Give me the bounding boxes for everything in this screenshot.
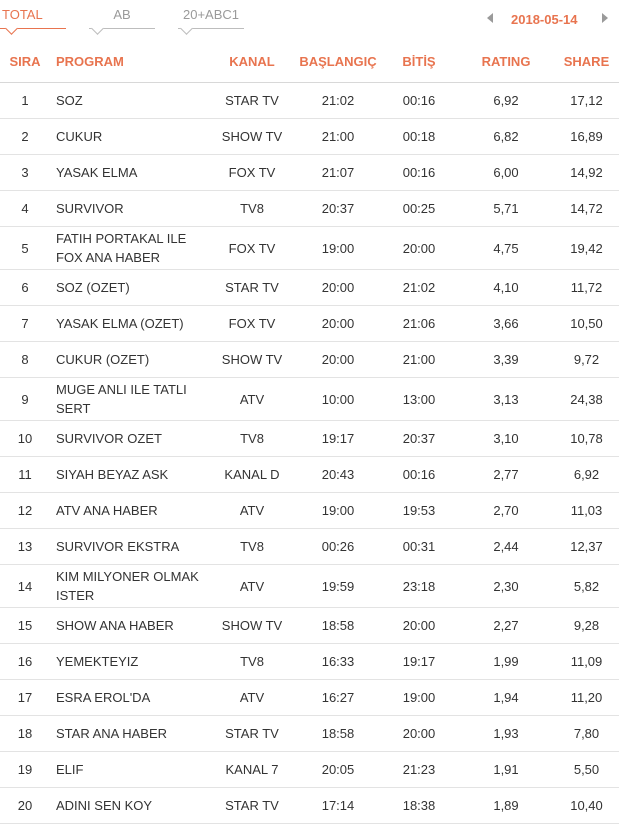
cell-bitis: 00:16 bbox=[380, 83, 458, 119]
cell-sira: 16 bbox=[0, 644, 50, 680]
table-row[interactable] bbox=[0, 421, 619, 457]
cell-sira: 20 bbox=[0, 788, 50, 824]
cell-share: 9,72 bbox=[554, 342, 619, 378]
cell-kanal: SHOW TV bbox=[208, 608, 296, 644]
cell-share: 16,89 bbox=[554, 119, 619, 155]
cell-program: YEMEKTEYIZ bbox=[50, 644, 208, 680]
table-row[interactable] bbox=[0, 752, 619, 788]
cell-program: SURVIVOR OZET bbox=[50, 421, 208, 457]
cell-sira: 8 bbox=[0, 342, 50, 378]
cell-sira: 11 bbox=[0, 457, 50, 493]
cell-sira: 9 bbox=[0, 378, 50, 421]
table-row[interactable] bbox=[0, 644, 619, 680]
cell-share: 17,12 bbox=[554, 83, 619, 119]
cell-rating: 2,27 bbox=[458, 608, 554, 644]
table-row[interactable] bbox=[0, 342, 619, 378]
cell-bitis: 21:06 bbox=[380, 306, 458, 342]
cell-kanal: TV8 bbox=[208, 529, 296, 565]
cell-share: 5,50 bbox=[554, 752, 619, 788]
cell-kanal: SHOW TV bbox=[208, 342, 296, 378]
cell-program: YASAK ELMA bbox=[50, 155, 208, 191]
cell-program: KIM MILYONER OLMAK ISTER bbox=[50, 565, 208, 608]
cell-baslangic: 19:00 bbox=[296, 227, 380, 270]
table-row[interactable] bbox=[0, 378, 619, 421]
cell-program: MUGE ANLI ILE TATLI SERT bbox=[50, 378, 208, 421]
tab-total-label: TOTAL bbox=[2, 7, 43, 22]
cell-rating: 1,89 bbox=[458, 788, 554, 824]
cell-sira: 17 bbox=[0, 680, 50, 716]
cell-program: SHOW ANA HABER bbox=[50, 608, 208, 644]
table-row[interactable] bbox=[0, 680, 619, 716]
cell-bitis: 19:53 bbox=[380, 493, 458, 529]
cell-baslangic: 16:27 bbox=[296, 680, 380, 716]
selected-date: 2018-05-14 bbox=[511, 12, 578, 27]
table-row[interactable] bbox=[0, 716, 619, 752]
cell-sira: 6 bbox=[0, 270, 50, 306]
cell-bitis: 18:38 bbox=[380, 788, 458, 824]
cell-bitis: 20:00 bbox=[380, 608, 458, 644]
cell-kanal: FOX TV bbox=[208, 227, 296, 270]
cell-bitis: 20:37 bbox=[380, 421, 458, 457]
table-row[interactable] bbox=[0, 306, 619, 342]
cell-share: 19,42 bbox=[554, 227, 619, 270]
cell-rating: 3,10 bbox=[458, 421, 554, 457]
ratings-table bbox=[0, 40, 619, 824]
cell-kanal: STAR TV bbox=[208, 83, 296, 119]
cell-program: CUKUR (OZET) bbox=[50, 342, 208, 378]
cell-baslangic: 10:00 bbox=[296, 378, 380, 421]
cell-baslangic: 20:00 bbox=[296, 306, 380, 342]
cell-sira: 14 bbox=[0, 565, 50, 608]
cell-share: 7,80 bbox=[554, 716, 619, 752]
cell-program: FATIH PORTAKAL ILE FOX ANA HABER bbox=[50, 227, 208, 270]
cell-program: YASAK ELMA (OZET) bbox=[50, 306, 208, 342]
cell-program: STAR ANA HABER bbox=[50, 716, 208, 752]
cell-share: 10,40 bbox=[554, 788, 619, 824]
column-header-baslangic[interactable]: BAŞLANGIÇ bbox=[296, 40, 380, 83]
cell-rating: 2,70 bbox=[458, 493, 554, 529]
cell-rating: 1,99 bbox=[458, 644, 554, 680]
cell-share: 5,82 bbox=[554, 565, 619, 608]
cell-rating: 6,92 bbox=[458, 83, 554, 119]
cell-share: 9,28 bbox=[554, 608, 619, 644]
tab-bar bbox=[0, 0, 619, 40]
cell-share: 10,78 bbox=[554, 421, 619, 457]
cell-kanal: STAR TV bbox=[208, 788, 296, 824]
cell-baslangic: 20:37 bbox=[296, 191, 380, 227]
cell-rating: 4,75 bbox=[458, 227, 554, 270]
cell-share: 11,72 bbox=[554, 270, 619, 306]
column-header-bitis[interactable]: BİTİŞ bbox=[380, 40, 458, 83]
table-row[interactable] bbox=[0, 608, 619, 644]
table-row[interactable] bbox=[0, 457, 619, 493]
next-date-arrow-icon[interactable] bbox=[602, 13, 608, 23]
cell-program: SURVIVOR EKSTRA bbox=[50, 529, 208, 565]
cell-bitis: 21:00 bbox=[380, 342, 458, 378]
table-row[interactable] bbox=[0, 565, 619, 608]
cell-sira: 13 bbox=[0, 529, 50, 565]
tab-ab-label: AB bbox=[113, 7, 131, 22]
table-row[interactable] bbox=[0, 155, 619, 191]
cell-sira: 3 bbox=[0, 155, 50, 191]
cell-program: SIYAH BEYAZ ASK bbox=[50, 457, 208, 493]
table-row[interactable] bbox=[0, 119, 619, 155]
cell-baslangic: 20:00 bbox=[296, 342, 380, 378]
cell-kanal: STAR TV bbox=[208, 716, 296, 752]
cell-baslangic: 21:00 bbox=[296, 119, 380, 155]
cell-sira: 15 bbox=[0, 608, 50, 644]
cell-sira: 18 bbox=[0, 716, 50, 752]
cell-bitis: 00:18 bbox=[380, 119, 458, 155]
prev-date-arrow-icon[interactable] bbox=[487, 13, 493, 23]
cell-share: 24,38 bbox=[554, 378, 619, 421]
cell-share: 11,20 bbox=[554, 680, 619, 716]
cell-baslangic: 16:33 bbox=[296, 644, 380, 680]
cell-rating: 6,82 bbox=[458, 119, 554, 155]
cell-baslangic: 20:05 bbox=[296, 752, 380, 788]
cell-baslangic: 19:17 bbox=[296, 421, 380, 457]
cell-bitis: 20:00 bbox=[380, 716, 458, 752]
table-row[interactable] bbox=[0, 529, 619, 565]
table-row[interactable] bbox=[0, 227, 619, 270]
cell-kanal: ATV bbox=[208, 378, 296, 421]
table-row[interactable] bbox=[0, 493, 619, 529]
cell-program: SOZ (OZET) bbox=[50, 270, 208, 306]
cell-program: SOZ bbox=[50, 83, 208, 119]
cell-sira: 2 bbox=[0, 119, 50, 155]
cell-baslangic: 00:26 bbox=[296, 529, 380, 565]
cell-kanal: ATV bbox=[208, 565, 296, 608]
cell-kanal: ATV bbox=[208, 493, 296, 529]
cell-baslangic: 20:43 bbox=[296, 457, 380, 493]
table-header-row bbox=[0, 40, 619, 83]
cell-baslangic: 18:58 bbox=[296, 608, 380, 644]
cell-kanal: SHOW TV bbox=[208, 119, 296, 155]
cell-bitis: 19:17 bbox=[380, 644, 458, 680]
tab-notch-icon bbox=[91, 22, 104, 35]
cell-kanal: KANAL D bbox=[208, 457, 296, 493]
cell-sira: 19 bbox=[0, 752, 50, 788]
cell-rating: 2,77 bbox=[458, 457, 554, 493]
cell-bitis: 00:16 bbox=[380, 457, 458, 493]
column-header-program[interactable]: PROGRAM bbox=[50, 40, 208, 83]
cell-rating: 6,00 bbox=[458, 155, 554, 191]
tab-ab[interactable] bbox=[89, 7, 155, 29]
cell-baslangic: 17:14 bbox=[296, 788, 380, 824]
cell-program: ADINI SEN KOY bbox=[50, 788, 208, 824]
cell-sira: 12 bbox=[0, 493, 50, 529]
cell-sira: 5 bbox=[0, 227, 50, 270]
cell-kanal: FOX TV bbox=[208, 155, 296, 191]
cell-bitis: 00:16 bbox=[380, 155, 458, 191]
cell-bitis: 21:23 bbox=[380, 752, 458, 788]
tab-notch-icon bbox=[5, 22, 18, 35]
tab-notch-icon bbox=[180, 22, 193, 35]
column-header-rating[interactable]: RATING bbox=[458, 40, 554, 83]
cell-program: CUKUR bbox=[50, 119, 208, 155]
tab-abc1-label: 20+ABC1 bbox=[182, 7, 239, 22]
cell-kanal: ATV bbox=[208, 680, 296, 716]
cell-kanal: TV8 bbox=[208, 644, 296, 680]
cell-rating: 1,91 bbox=[458, 752, 554, 788]
cell-kanal: KANAL 7 bbox=[208, 752, 296, 788]
cell-sira: 1 bbox=[0, 83, 50, 119]
cell-baslangic: 21:02 bbox=[296, 83, 380, 119]
date-navigator bbox=[486, 12, 619, 32]
cell-share: 10,50 bbox=[554, 306, 619, 342]
cell-rating: 3,13 bbox=[458, 378, 554, 421]
cell-rating: 5,71 bbox=[458, 191, 554, 227]
cell-baslangic: 18:58 bbox=[296, 716, 380, 752]
cell-sira: 10 bbox=[0, 421, 50, 457]
cell-program: ESRA EROL'DA bbox=[50, 680, 208, 716]
cell-share: 6,92 bbox=[554, 457, 619, 493]
cell-share: 11,09 bbox=[554, 644, 619, 680]
cell-share: 12,37 bbox=[554, 529, 619, 565]
cell-bitis: 13:00 bbox=[380, 378, 458, 421]
cell-rating: 3,39 bbox=[458, 342, 554, 378]
column-header-share[interactable]: SHARE bbox=[554, 40, 619, 83]
cell-baslangic: 19:59 bbox=[296, 565, 380, 608]
cell-baslangic: 19:00 bbox=[296, 493, 380, 529]
cell-rating: 1,93 bbox=[458, 716, 554, 752]
table-row[interactable] bbox=[0, 83, 619, 119]
cell-bitis: 00:31 bbox=[380, 529, 458, 565]
column-header-sira[interactable]: SIRA bbox=[0, 40, 50, 83]
table-row[interactable] bbox=[0, 270, 619, 306]
cell-bitis: 20:00 bbox=[380, 227, 458, 270]
cell-bitis: 21:02 bbox=[380, 270, 458, 306]
cell-baslangic: 21:07 bbox=[296, 155, 380, 191]
column-header-kanal[interactable]: KANAL bbox=[208, 40, 296, 83]
cell-rating: 2,44 bbox=[458, 529, 554, 565]
cell-share: 11,03 bbox=[554, 493, 619, 529]
cell-kanal: FOX TV bbox=[208, 306, 296, 342]
cell-sira: 7 bbox=[0, 306, 50, 342]
cell-share: 14,72 bbox=[554, 191, 619, 227]
cell-program: ELIF bbox=[50, 752, 208, 788]
cell-kanal: STAR TV bbox=[208, 270, 296, 306]
cell-bitis: 00:25 bbox=[380, 191, 458, 227]
cell-kanal: TV8 bbox=[208, 421, 296, 457]
cell-kanal: TV8 bbox=[208, 191, 296, 227]
tab-20-abc1[interactable] bbox=[178, 7, 244, 29]
cell-bitis: 19:00 bbox=[380, 680, 458, 716]
cell-program: SURVIVOR bbox=[50, 191, 208, 227]
table-row[interactable] bbox=[0, 191, 619, 227]
cell-program: ATV ANA HABER bbox=[50, 493, 208, 529]
cell-share: 14,92 bbox=[554, 155, 619, 191]
table-row[interactable] bbox=[0, 788, 619, 824]
cell-baslangic: 20:00 bbox=[296, 270, 380, 306]
cell-rating: 1,94 bbox=[458, 680, 554, 716]
cell-rating: 2,30 bbox=[458, 565, 554, 608]
tab-total[interactable] bbox=[0, 7, 66, 29]
cell-bitis: 23:18 bbox=[380, 565, 458, 608]
cell-rating: 3,66 bbox=[458, 306, 554, 342]
cell-sira: 4 bbox=[0, 191, 50, 227]
cell-rating: 4,10 bbox=[458, 270, 554, 306]
